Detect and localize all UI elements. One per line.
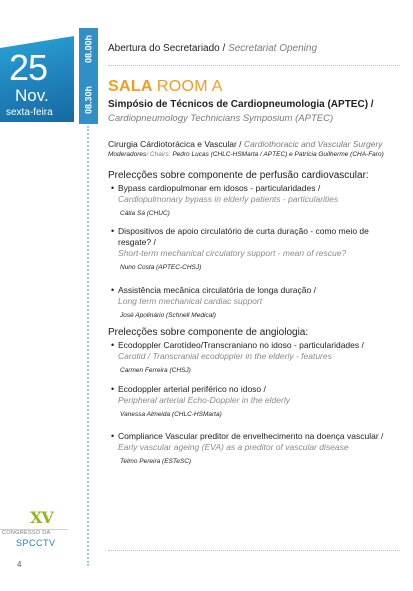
talk-speaker: Carmen Ferreira (CHSJ) xyxy=(120,367,191,374)
talk-title-pt: Ecodoppler Carotídeo/Transcraniano no idoso - particularidades / xyxy=(118,340,364,350)
talk-title-pt: Compliance Vascular preditor de envelhecimento na doença vascular / xyxy=(118,431,384,441)
time-label-opening: 08.00h xyxy=(83,34,94,64)
talk-speaker: Nuno Costa (APTEC-CHSJ) xyxy=(120,264,202,271)
section-perfusion-heading: Prelecções sobre componente de perfusão cardiovascular: xyxy=(108,170,369,181)
talk-title-en: Peripheral arterial Echo-Doppler in the elderly xyxy=(118,395,290,405)
section-angiology-heading: Prelecções sobre componente de angiologia: xyxy=(108,327,309,338)
time-label-session: 08.30h xyxy=(83,85,94,115)
bullet-icon: • xyxy=(111,226,115,236)
room-pt: SALA xyxy=(108,78,157,95)
opening-en: Secretariat Opening xyxy=(228,43,318,54)
surgery-en: Cardiothoracic and Vascular Surgery xyxy=(243,139,383,149)
talk-title-en: Early vascular ageing (EVA) as a preditor of vascular disease xyxy=(118,442,349,452)
divider xyxy=(108,65,400,66)
congress-logo-caption: CONGRESSO DA xyxy=(2,530,51,536)
talk-title-en: Short-term mechanical circulatory support - mean of rescue? xyxy=(118,248,347,258)
talk-title-en: Cardiopulmonary bypass in elderly patients - particularities xyxy=(118,194,339,204)
divider xyxy=(108,550,400,551)
list-item xyxy=(111,431,402,467)
talk-title-pt: Assistência mecânica circulatória de longa duração / xyxy=(118,285,316,295)
talk-title-pt: Ecodoppler arterial periférico no idoso / xyxy=(118,384,266,394)
page-number: 4 xyxy=(17,560,22,569)
surgery-pt: Cirurgia Cárdiotorácica e Vascular / xyxy=(108,139,244,149)
talk-speaker: Cátia Sá (CHUC) xyxy=(120,210,170,217)
date-month: Nov. xyxy=(15,86,49,105)
room-en: ROOM A xyxy=(156,78,223,95)
moderator-names: Pedro Lucas (CHLC-HSMarta / APTEC) e Patrícia Guilherme (CHA-Faro) xyxy=(170,151,384,158)
bullet-icon: • xyxy=(111,431,115,441)
talk-title-en: Carotid / Transcranial ecodoppler in the elderly - features xyxy=(118,351,332,361)
bullet-icon: • xyxy=(111,183,115,193)
bullet-icon: • xyxy=(111,340,115,350)
talk-speaker: José Apolinário (Schnell Medical) xyxy=(120,312,216,319)
congress-logo-name: SPCCTV xyxy=(16,538,56,548)
bullet-icon: • xyxy=(111,285,115,295)
talk-title-pt: Dispositivos de apoio circulatório de curta duração - como meio de resgate? / xyxy=(118,226,369,247)
talk-speaker: Telmo Pereira (ESTeSC) xyxy=(120,458,192,465)
timeline-dotted-line xyxy=(87,126,89,566)
moderators-line xyxy=(108,151,384,158)
date-day: 25 xyxy=(9,47,48,88)
list-item xyxy=(111,384,402,420)
bullet-icon: • xyxy=(111,384,115,394)
symposium-title-pt: Simpósio de Técnicos de Cardiopneumologia (APTEC) / xyxy=(108,99,374,110)
talk-speaker: Vanessa Almeida (CHLC-HSMarta) xyxy=(120,411,222,418)
chairs-label: / Chairs: xyxy=(146,151,171,158)
surgery-line xyxy=(108,139,383,149)
list-item xyxy=(111,183,402,219)
secretariat-opening xyxy=(108,43,317,54)
congress-logo-mark: XV xyxy=(30,508,53,527)
date-weekday: sexta-feira xyxy=(6,107,53,118)
opening-pt: Abertura do Secretariado / xyxy=(108,43,229,54)
symposium-title-en: Cardiopneumology Technicians Symposium (APTEC) xyxy=(108,113,334,124)
talk-title-pt: Bypass cardiopulmonar em idosos - particularidades / xyxy=(118,183,321,193)
list-item xyxy=(111,226,402,273)
list-item xyxy=(111,340,402,376)
moderators-label: Moderadores xyxy=(108,151,147,158)
list-item xyxy=(111,285,402,321)
talk-title-en: Long term mechanical cardiac support xyxy=(118,296,263,306)
room-heading xyxy=(108,78,223,96)
